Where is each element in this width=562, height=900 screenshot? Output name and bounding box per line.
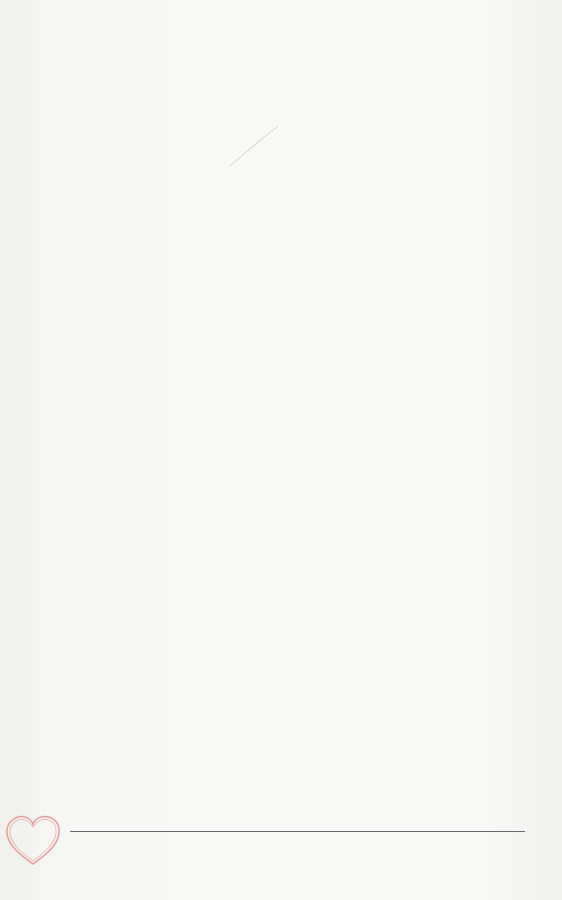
footer-rule	[70, 831, 525, 832]
paper-scratch-mark	[228, 120, 288, 170]
page-number-badge	[4, 812, 62, 868]
heart-icon	[4, 812, 62, 868]
table-of-contents	[78, 206, 535, 220]
